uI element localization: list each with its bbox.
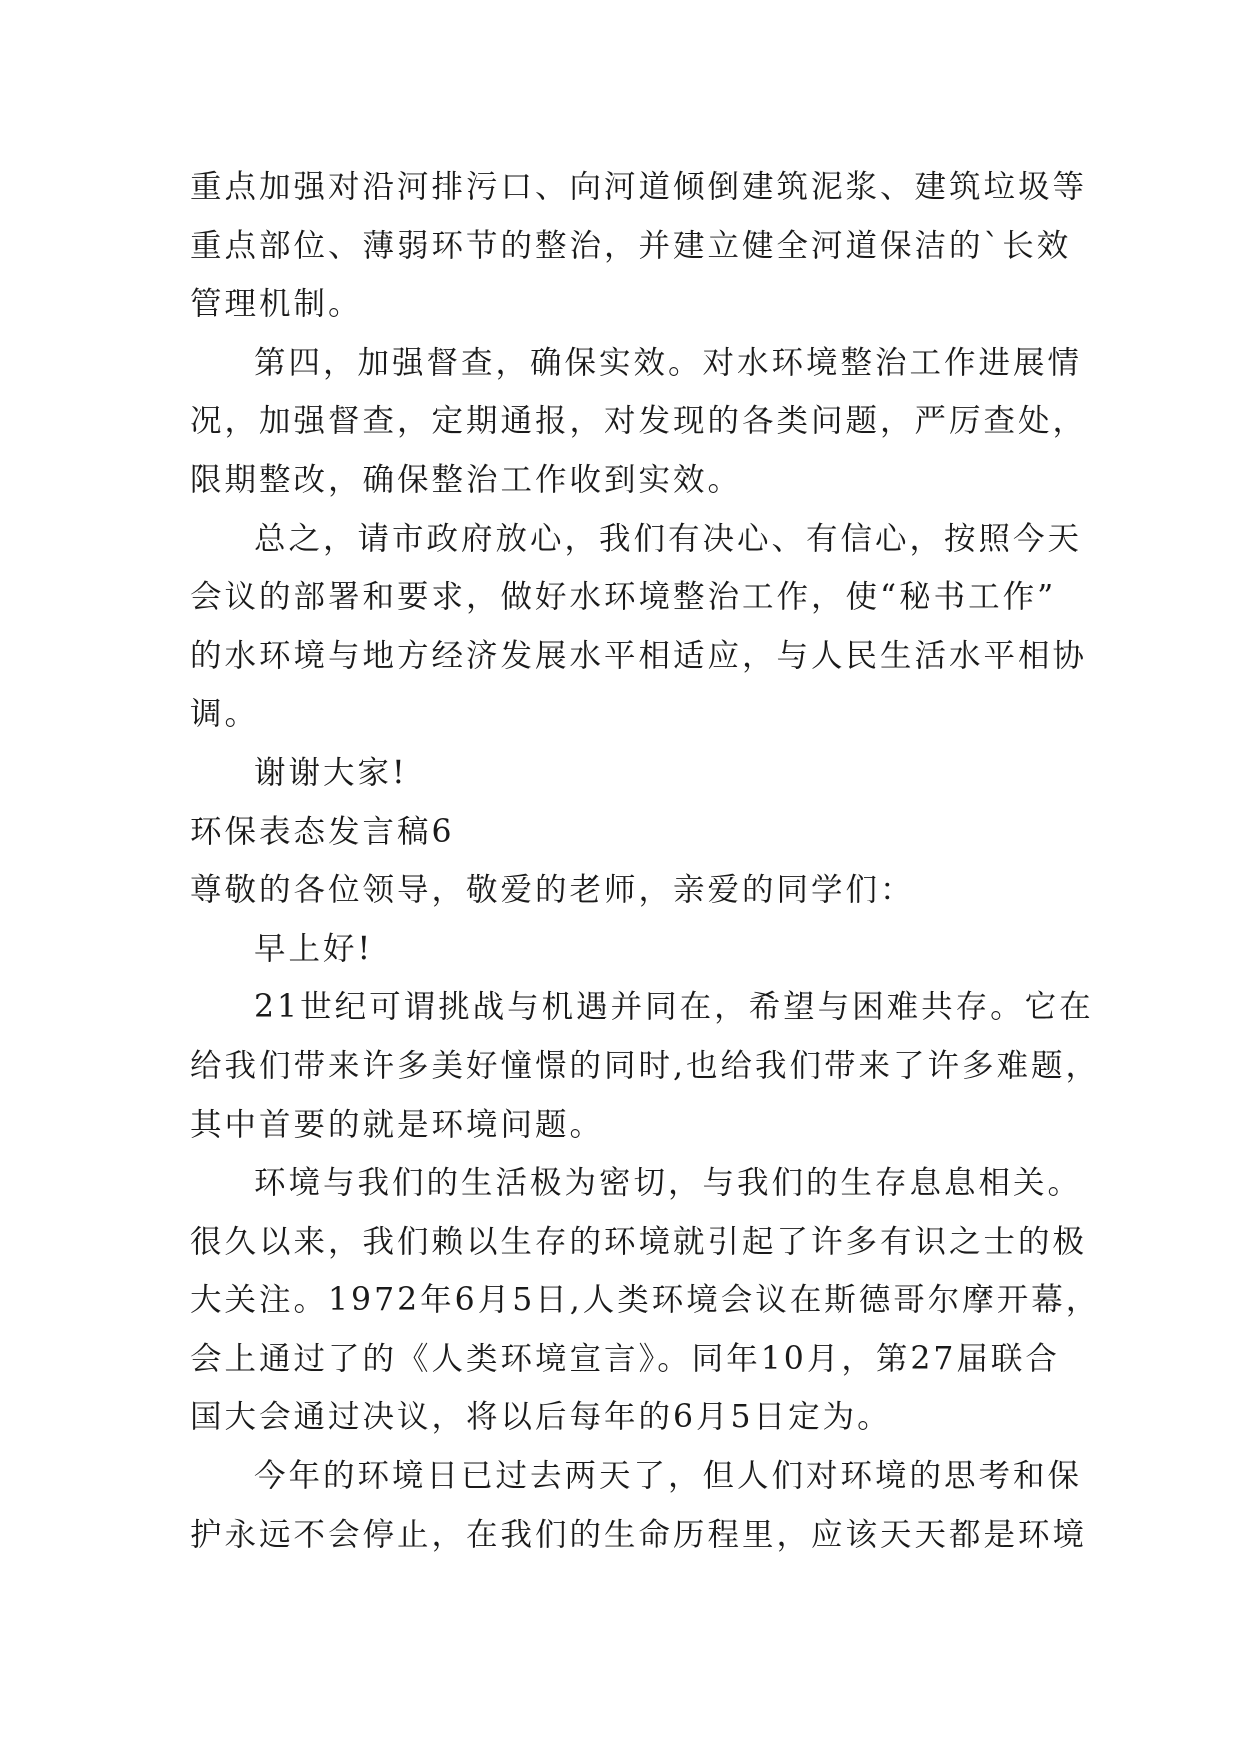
paragraph-start-line: 21世纪可谓挑战与机遇并同在，希望与困难共存。它在	[254, 989, 1094, 1026]
paragraph-start-line: 第四，加强督查，确保实效。对水环境整治工作进展情	[254, 344, 1083, 381]
text-line: 会上通过了的《人类环境宣言》。同年10月，第27届联合	[190, 1340, 1060, 1377]
text-line: 国大会通过决议，将以后每年的6月5日定为。	[190, 1399, 892, 1436]
text-line: 给我们带来许多美好憧憬的同时,也给我们带来了许多难题，	[190, 1047, 1101, 1084]
text-line: 重点加强对沿河排污口、向河道倾倒建筑泥浆、建筑垃圾等	[190, 169, 1088, 205]
paragraph-start-line: 总之，请市政府放心，我们有决心、有信心，按照今天	[254, 520, 1083, 557]
text-line: 护永远不会停止，在我们的生命历程里，应该天天都是环境	[190, 1516, 1088, 1553]
text-line: 管理机制。	[190, 286, 363, 323]
section-title: 环保表态发言稿6	[190, 813, 455, 850]
text-line: 大关注。1972年6月5日,人类环境会议在斯德哥尔摩开幕，	[190, 1282, 1101, 1319]
closing-thanks: 谢谢大家!	[254, 754, 408, 791]
paragraph-start-line: 今年的环境日已过去两天了，但人们对环境的思考和保	[254, 1458, 1083, 1495]
text-line: 会议的部署和要求，做好水环境整治工作，使“秘书工作”	[190, 579, 1057, 616]
text-line: 其中首要的就是环境问题。	[190, 1106, 605, 1143]
text-line: 调。	[190, 696, 260, 733]
text-line: 的水环境与地方经济发展水平相适应，与人民生活水平相协	[190, 637, 1088, 674]
greeting: 早上好!	[254, 930, 374, 967]
document-body	[190, 158, 1101, 1564]
text-line: 很久以来，我们赖以生存的环境就引起了许多有识之士的极	[190, 1223, 1088, 1260]
text-line: 况，加强督查，定期通报，对发现的各类问题，严厉查处，	[190, 403, 1088, 440]
text-line: 限期整改，确保整治工作收到实效。	[190, 461, 743, 498]
paragraph-start-line: 环境与我们的生活极为密切，与我们的生存息息相关。	[254, 1165, 1083, 1202]
salutation: 尊敬的各位领导，敬爱的老师，亲爱的同学们：	[190, 872, 915, 909]
text-line: 重点部位、薄弱环节的整治，并建立健全河道保洁的`长效	[190, 227, 1072, 264]
